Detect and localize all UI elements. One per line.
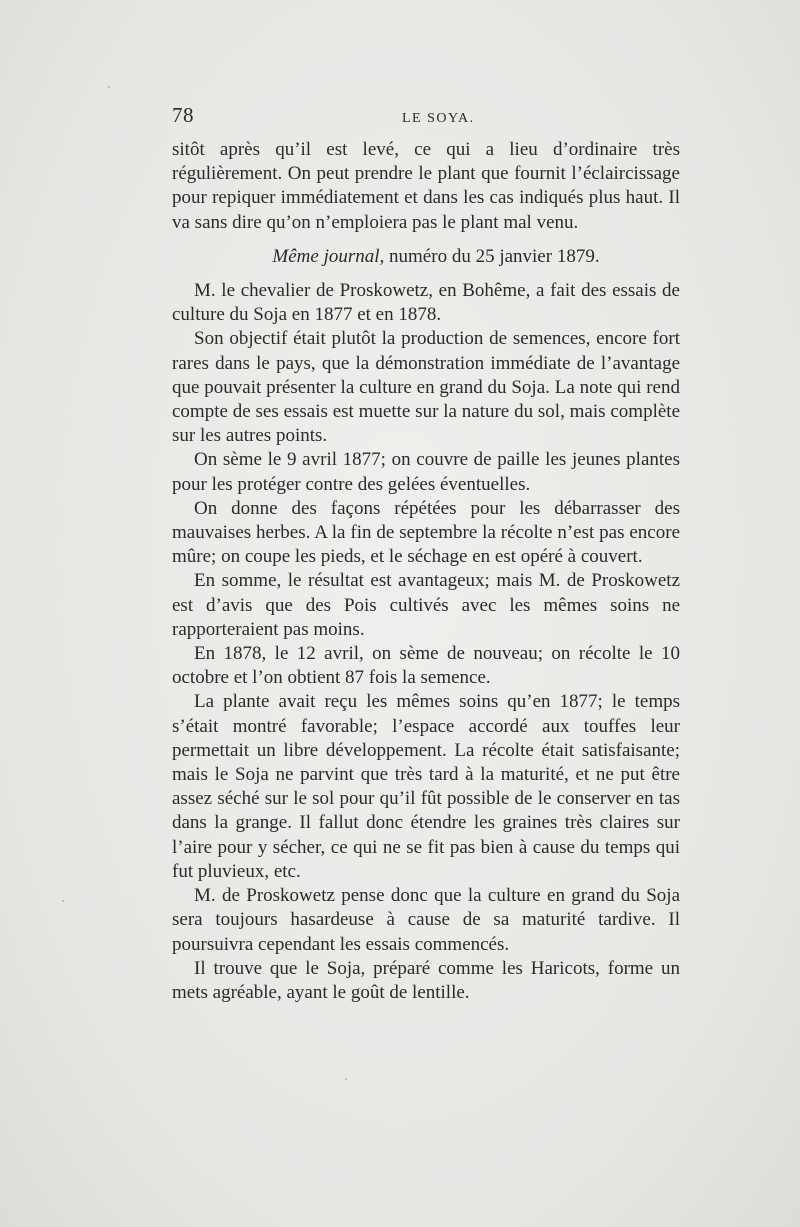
heading-rest: numéro du 25 janvier 1879. xyxy=(384,245,600,267)
paper-speck xyxy=(345,1078,347,1080)
paragraph-7: En 1878, le 12 avril, on sème de nouveau; on récolte le 10 octobre et l’on obtient 87 fois la semence. xyxy=(172,643,680,689)
page-number: 78 xyxy=(172,103,194,127)
paragraph-1: sitôt après qu’il est levé, ce qui a lieu d’ordinaire très régulièrement. On peut prendre le plant que fournit l’éclaircissage pour repiquer immédiatement et dans les cas indiqués plus haut. Il va sans dire qu’on n’emploiera pas le plant mal venu. xyxy=(172,139,680,233)
paragraph-2: M. le chevalier de Proskowetz, en Bohême, a fait des essais de culture du Soja en 1877 et en 1878. xyxy=(172,280,680,326)
paper-speck xyxy=(108,86,110,88)
paragraph-10: Il trouve que le Soja, préparé comme les Haricots, forme un mets agréable, ayant le goût de lentille. xyxy=(172,957,680,1003)
section-heading xyxy=(172,245,680,269)
paper-speck xyxy=(62,900,64,902)
running-title: LE SOYA. xyxy=(402,111,475,126)
paragraph-5: On donne des façons répétées pour les débarrasser des mauvaises herbes. A la fin de septembre la récolte n’est pas encore mûre; on coupe les pieds, et le séchage en est opéré à couvert. xyxy=(172,497,680,568)
paragraph-9: M. de Proskowetz pense donc que la culture en grand du Soja sera toujours hasardeuse à cause de sa maturité tardive. Il poursuivra cependant les essais commencés. xyxy=(172,885,680,955)
paragraph-6: En somme, le résultat est avantageux; mais M. de Proskowetz est d’avis que des Pois cultivés avec les mêmes soins ne rapporteraient pas moins. xyxy=(172,570,680,640)
page-header xyxy=(172,103,680,133)
body-text xyxy=(172,138,680,1005)
paragraph-8: La plante avait reçu les mêmes soins qu’en 1877; le temps s’était montré favorable; l’espace accordé aux touffes leur permettait un libre développement. La récolte était satisfaisante; mais le Soja ne parvint que très tard à la maturité, et ne put être assez séché sur le sol pour qu’il fût possible de le conserver en tas dans la grange. Il fallut donc étendre les graines très claires sur l’aire pour y sécher, ce qui ne se fit pas bien à cause du temps qui fut pluvieux, etc. xyxy=(172,691,680,882)
heading-italic: Même journal, xyxy=(272,245,385,267)
paragraph-4: On sème le 9 avril 1877; on couvre de paille les jeunes plantes pour les protéger contre des gelées éventuelles. xyxy=(172,449,680,495)
paragraph-3: Son objectif était plutôt la production de semences, encore fort rares dans le pays, que la démonstration immédiate de l’avantage que pouvait présenter la culture en grand du Soja. La note qui rend compte de ses essais est muette sur la nature du sol, mais complète sur les autres points. xyxy=(172,328,680,447)
